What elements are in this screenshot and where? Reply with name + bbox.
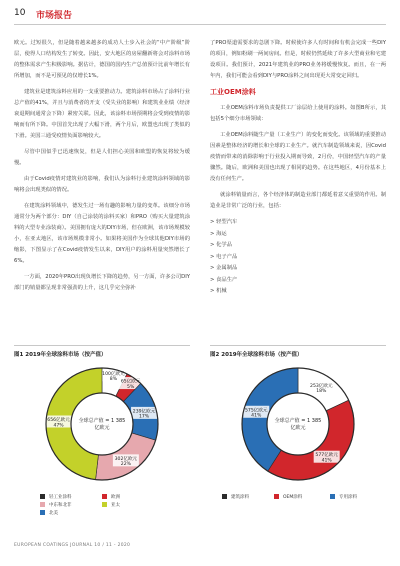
- list-item: > 机械: [210, 288, 227, 294]
- section-title: 市场报告: [36, 11, 73, 21]
- list-item: > 化学品: [210, 242, 233, 248]
- list-item: > 海运: [210, 230, 227, 237]
- legend-item: OEM涂料: [274, 494, 302, 500]
- left-column: [14, 38, 190, 299]
- paragraph: 建筑业是建筑涂料应用的一支重要推动力。建筑涂料市场占了涂料行业总产值的41%，并且与消费者的开支（受失业的影响）和建筑业业绩（经济衰退期间通常会下降）紧密关联。因此，该涂料市场预期将会受到疫情的影响而有所下降。中国首先出现了大幅下滑，两个月后，欧盟也出现了类似的下滑。美国三通受疫情负面影响较大。: [14, 89, 190, 139]
- paragraph: 尽管中国似乎已迅速恢复，但是人们担心美国和欧盟的恢复将较为缓慢。: [14, 149, 190, 166]
- legend-swatch: [40, 502, 45, 507]
- list-item: > 食品生产: [210, 276, 238, 283]
- data-label-value: 577亿欧元: [315, 453, 338, 459]
- paragraph: 了PRO渠道需要求的急剧下降。时候使许多人有时间和有机会完成一些DIY的项目，例如粉刷一两间房间。但是，时候仍然延续了许多大型商业和宅建设项目。我们预计，2021年建筑业的PRO业务将缓慢恢复。而且，在一两年内，我们可能会看到DIY与PRO涂料之间出现更大常变定回归。: [210, 40, 386, 79]
- data-label-value: 65亿欧元: [120, 379, 141, 385]
- paragraph: 在建筑涂料领域中，德发生过一场有趣的影响力量的变革。该细分市场通常分为两个部分：DIY（自己涂装的涂料买家）和PRO（购买大量建筑涂料的大型专业涂装商）。美国拥有庞大的DIY市场，但在欧洲，该市场规模较小，在亚太地区，该市场规模非常小。如果将美国作为全球其他DIY市场的缩影，下图显示了在Covid疫情发生以来，DIY用户的涂料用量突然增长了6%。: [14, 203, 190, 264]
- data-label-value: 239亿欧元: [132, 409, 156, 415]
- paragraph: 工业OEM涂料随生产量（工业生产）的变化而变化。该领域的重要推动因素是整体经济的增长和全球的工业生产。就汽车制造领域来说，因Covid疫情而带来的消除影响于行业投入期而导致，2月份，中国轻型汽车的产量骤然。随后，欧洲和美国也出现了相同的趋势。在这些地区，4月份基本上没有任何生产。: [210, 132, 386, 182]
- legend-item: 建筑涂料: [222, 494, 249, 500]
- data-label-value: 100亿欧元: [102, 371, 125, 377]
- data-label-percent: 22%: [120, 462, 131, 468]
- right-column: [210, 38, 386, 298]
- legend-swatch: [40, 510, 45, 515]
- legend-item: 亚太: [102, 502, 120, 508]
- list-item: > 轻型汽车: [210, 219, 238, 225]
- list-item: > 金属制品: [210, 265, 238, 271]
- legend-swatch: [274, 494, 279, 499]
- legend-item: 中东和北非: [40, 502, 72, 508]
- data-label-value: 656亿欧元: [47, 417, 70, 423]
- legend-swatch: [102, 502, 107, 507]
- figure2-title: 图2 2019年全球涂料市场（按产值）: [210, 352, 303, 358]
- paragraph: 工业OEM涂料市场负责提供工厂涂层给上使用的涂料。如图B所示，其包括5个细分市场领域：: [210, 105, 386, 122]
- list-item: > 电子产品: [210, 253, 238, 260]
- paragraph: 一方面，2020年PRO出现负增长下降的趋势，另一方面，许多公司DIY部门的销量都呈现非常强劲的上升，这几乎完全弥补: [14, 274, 190, 291]
- figure1-legend: [40, 494, 180, 516]
- page-number: 10: [14, 8, 26, 18]
- donut-center-label: 全球总产值 = 1 385: [78, 418, 126, 424]
- paragraph: 欧元。过短很久，但是随着越来越多的成功人士步入社会的“中产阶级”阶层，使得人口结构发生了转变。因此，安大地区的房屋翻新将会对涂料市场的整体需求产生积极影响。据估计，德国的国内生产总值预计比前年增长有所增加，而不是可预见的仅增长1%。: [14, 40, 190, 79]
- data-label-percent: 8%: [109, 377, 118, 383]
- subheading: 工业OEM涂料: [210, 88, 256, 96]
- data-label-value: 253亿欧元: [310, 383, 333, 389]
- header-divider: [14, 24, 386, 25]
- legend-swatch: [40, 494, 45, 499]
- figure2-divider: [210, 345, 386, 346]
- donut-hole: [267, 393, 329, 455]
- paragraph: 就涂料销量而言，各个经济体的制造业部门都延着意义重要的作用。制造业是非常广泛的行业，包括：: [210, 192, 386, 209]
- donut-center-label: 亿欧元: [290, 425, 306, 431]
- data-label-percent: 5%: [127, 384, 135, 390]
- page-footer: EUROPEAN COATINGS JOURNAL 10 / 11 - 2020: [14, 543, 131, 548]
- donut-center-label: 亿欧元: [94, 425, 110, 431]
- donut-hole: [71, 393, 133, 455]
- data-label-percent: 17%: [138, 414, 150, 420]
- legend-item: 欧洲: [102, 494, 120, 500]
- data-label-value: 575亿欧元: [244, 408, 268, 414]
- data-label-percent: 41%: [251, 413, 262, 419]
- figure2-legend: [222, 494, 382, 502]
- legend-item: 专用涂料: [330, 494, 357, 500]
- legend-swatch: [222, 494, 227, 499]
- data-label-value: 302亿欧元: [114, 456, 138, 462]
- legend-item: 轻工业涂料: [40, 494, 72, 500]
- figure1-donut-chart: [14, 360, 190, 490]
- data-label-percent: 18%: [316, 389, 327, 395]
- paragraph: 由于Covid疫情对建筑业的影响，我们认为涂料行业建筑涂料领域的影响将会出现类似的情况。: [14, 176, 190, 193]
- figure1-divider: [14, 345, 190, 346]
- data-label-percent: 41%: [321, 458, 332, 464]
- donut-center-label: 全球总产值 = 1 385: [274, 418, 322, 424]
- figure1-title: 图1 2019年全球涂料市场（按产值）: [14, 352, 107, 358]
- legend-swatch: [102, 494, 107, 499]
- figure2-donut-chart: [210, 360, 386, 490]
- data-label-percent: 47%: [53, 423, 64, 429]
- legend-swatch: [330, 494, 335, 499]
- bullet-list: [210, 217, 386, 298]
- legend-item: 北美: [40, 510, 58, 516]
